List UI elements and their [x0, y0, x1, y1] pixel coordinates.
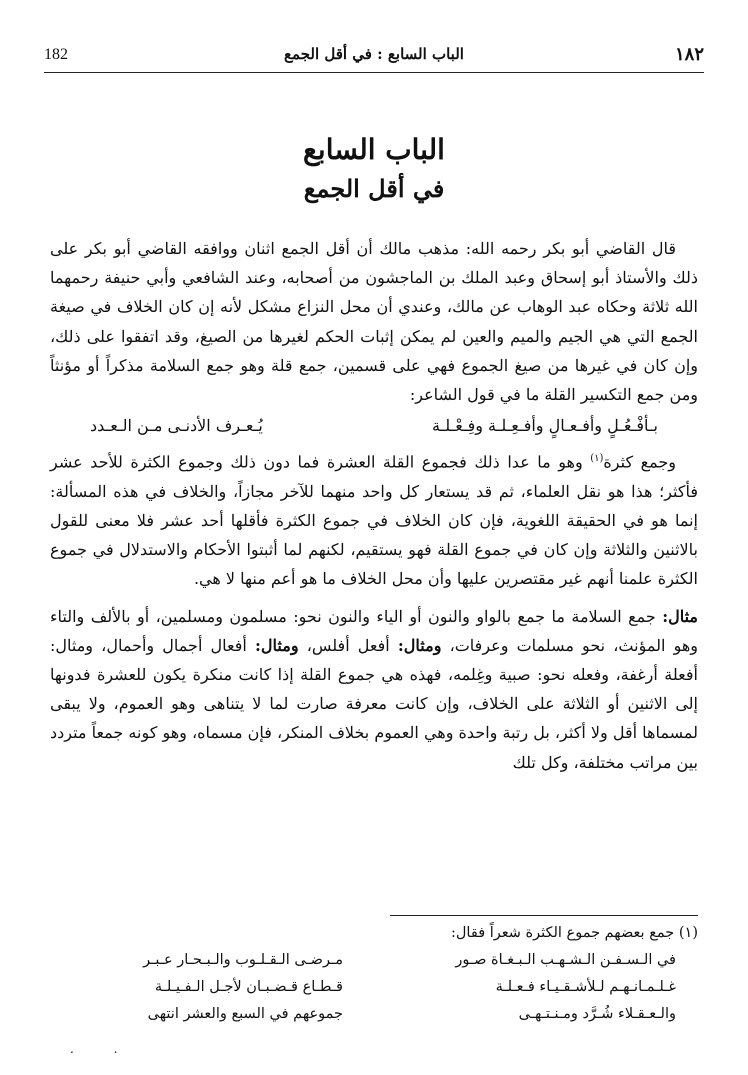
chapter-title: الباب السابع: [303, 133, 445, 166]
paragraph-2: [50, 444, 698, 593]
paragraph-3-text-3: أفعال أجمال وأحمال، ومثال: أفعلة أرغفة، وفعله نحو: صبية وغِلمه، فهذه هي جموع القلة إذا كانت منكرة يكون للعشرة فدونها إلى الاثنين أو الثلاثة على الخلاف، وإن كانت معرفة صارت لما لا يتناهى وهو العموم، ولا يبقى لمسماها أقل ولا أكثر، بل رتبة واحدة وهي العموم بخلاف المنكر، فإن مسماه، وهو كونه جمعاً متردد بين مراتب مختلفة، وكل تلك: [50, 635, 698, 772]
footnote-divider: [390, 915, 698, 916]
footnote-verse-2a: غـلـمـانـهـم لـلأشـقـيـاء فـعـلـة: [495, 979, 676, 995]
page-number-latin: 182: [44, 46, 68, 63]
example-label: مثال:: [662, 606, 698, 626]
chapter-heading: [0, 130, 748, 208]
verse-hemistich-left: يُـعـرف الأدنـى مـن الـعـدد: [90, 416, 263, 436]
running-title: الباب السابع : في أقل الجمع: [284, 45, 464, 63]
footnote-verse-2b: قـطـاع قـضـبـان لأجـل الـفـيـلـة: [154, 979, 343, 995]
example-label-3: ومثال:: [255, 635, 299, 655]
paragraph-1: قال القاضي أبو بكر رحمه الله: مذهب مالك أن أقل الجمع اثنان ووافقه القاضي أبو بكر على ذلك والأستاذ أبو إسحاق وعبد الملك بن الماجشون من أصحابه، وعند الشافعي وأبي حنيفة رحمهما الله ثلاثة وحكاه عبد الوهاب عن مالك، وعندي أن محل النزاع مشكل لأنه إن كان الخلاف في صيغة الجمع التي هي الجيم والميم والعين لم يمكن إثبات الحكم لغيرها من الصيغ، وقد اتفقوا على ذلك، وإن كان في غيرها من صيغ الجموع فهي على قسمين، جمع قلة وهو جمع السلامة مذكراً أو مؤنثاً ومن جمع التكسير القلة ما في قول الشاعر:: [50, 239, 698, 405]
footnote-verses: [50, 947, 698, 1028]
paragraph-3: [50, 602, 698, 777]
page-number-arabic: ١٨٢: [674, 44, 704, 65]
example-label-2: ومثال:: [397, 635, 442, 655]
main-text: [50, 234, 698, 777]
footnote-verse-1b: مـرضـى الـقـلـوب والـبـحـار عـبـر: [143, 952, 343, 968]
paragraph-2-rest: وهو ما عدا ذلك فجموع القلة العشرة فما دون ذلك وجموع الكثرة للأحد عشر فأكثر؛ هذا هو نقل العلماء، ثم قد يستعار كل واحد منهما للآخر مجازاً، والخلاف في هذه المسألة: إنما هو في الحقيقة اللغوية، فإن كان الخلاف في جموع الكثرة فأقلها أحد عشر فلا معنى للقول بالاثنين والثلاثة وإن كان في جموع القلة فهو يستقيم، لكنهم لما أثبتوا الأحكام والاستدلال في جموع الكثرة علمنا أنهم غير مقتصرين عليها وأن محل الخلاف ما هو أعم منها لا هي.: [50, 452, 698, 589]
verse: [50, 409, 698, 444]
running-header: [44, 38, 704, 73]
page-marks: . .: [70, 1042, 136, 1056]
footnote-verse-3b: جموعهم في السبع والعشر انتهى: [147, 1006, 343, 1022]
verse-hemistich-right: بـأفْـعُـلٍ وأفـعـالٍ وأفـعِـلـة وفِـعْـلـة: [431, 416, 658, 436]
footnote-verse-1a: في الـسـفـن الـشـهـب الـبـغـاة صـور: [455, 952, 676, 968]
chapter-subtitle: في أقل الجمع: [303, 174, 445, 203]
footnote-ref[interactable]: (١): [590, 453, 604, 465]
footnote-intro: (١) جمع بعضهم جموع الكثرة شعراً فقال:: [451, 925, 698, 941]
footnote-verse-3a: والـعـقـلاء شُـرَّد ومـنـتـهـى: [518, 1006, 676, 1022]
paragraph-3-text-2: أفعل أفلس،: [298, 635, 398, 655]
paragraph-3-text: جمع السلامة ما جمع بالواو والنون أو الياء والنون نحو: مسلمون ومسلمين، أو بالألف والتاء وهو المؤنث، نحو مسلمات وعرفات،: [50, 606, 699, 655]
paragraph-2-start: وجمع كثرة: [603, 452, 676, 472]
footnote: [50, 920, 698, 1028]
